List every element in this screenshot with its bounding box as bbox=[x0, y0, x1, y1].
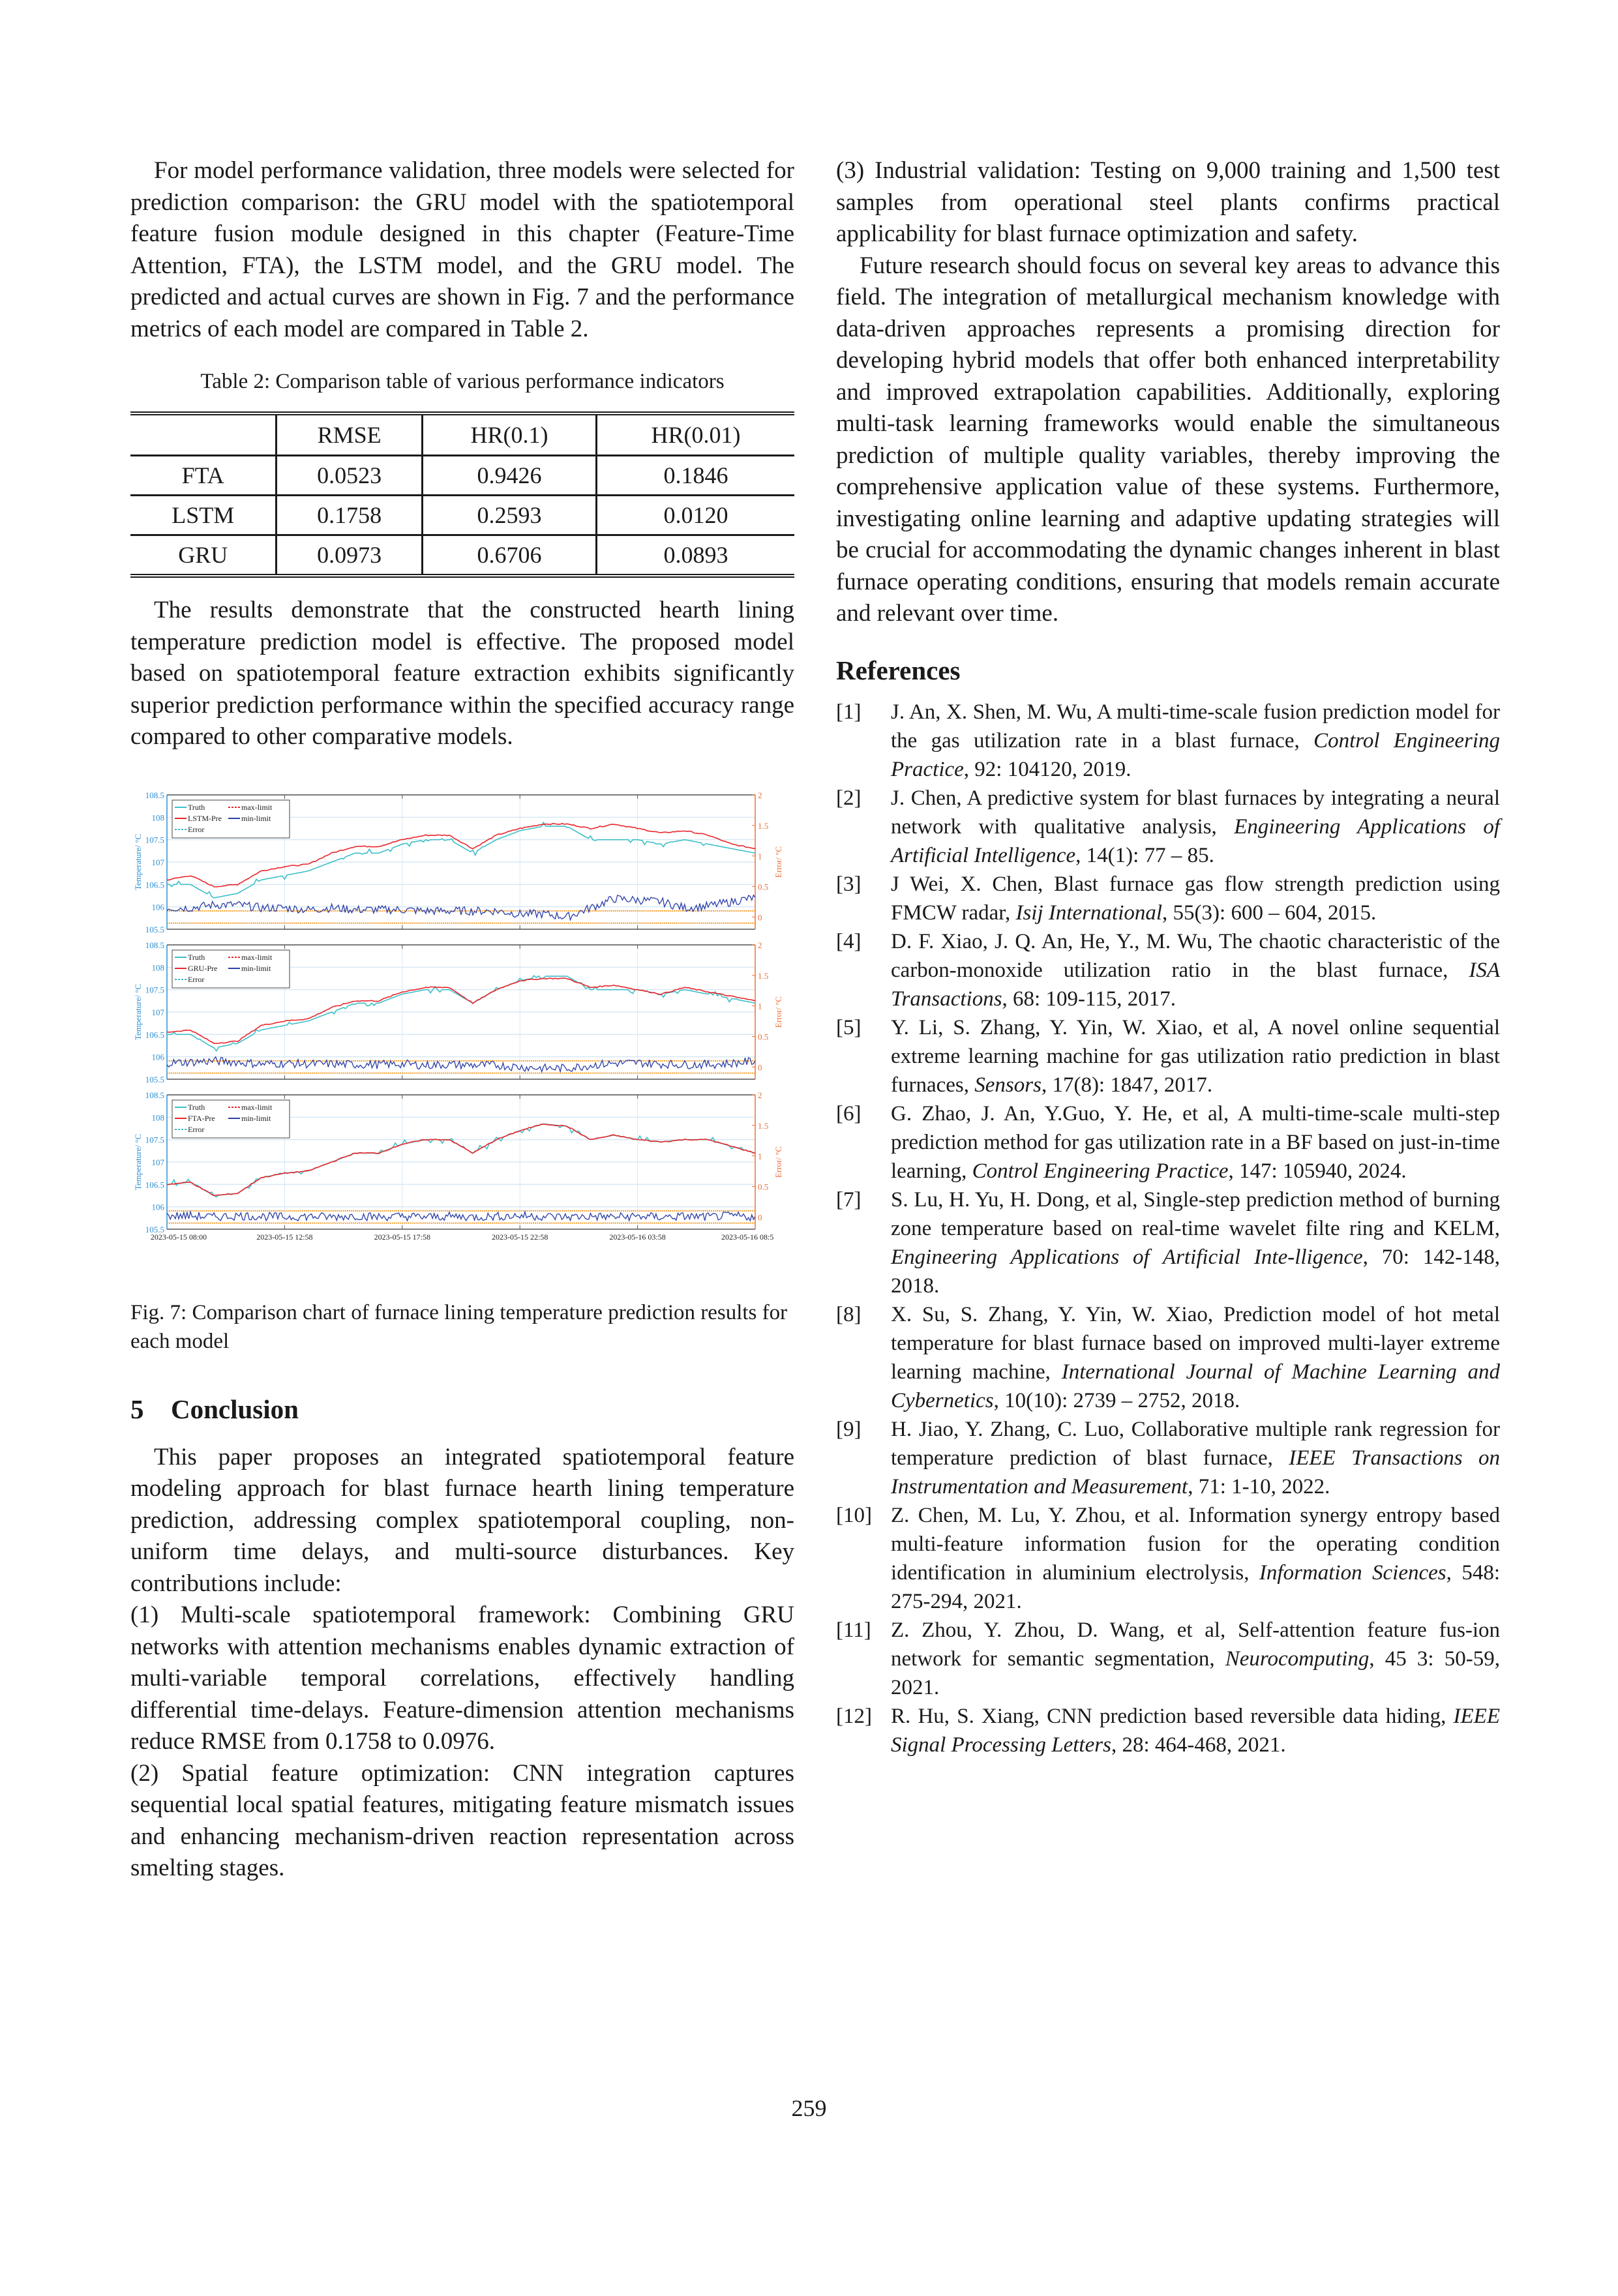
reference-number: [9] bbox=[836, 1417, 861, 1441]
legend-entry: FTA-Pre bbox=[188, 1113, 215, 1123]
y2-tick-label: 2 bbox=[758, 940, 762, 950]
chart-panel-3 bbox=[133, 1090, 783, 1242]
y-tick-label: 106.5 bbox=[145, 879, 164, 889]
y2-tick-label: 1.5 bbox=[758, 1120, 769, 1131]
model-name-cell: FTA bbox=[130, 456, 277, 496]
x-tick-label: 2023-05-15 17:58 bbox=[374, 1232, 430, 1242]
x-tick-label: 2023-05-15 12:58 bbox=[256, 1232, 313, 1242]
y-tick-label: 107 bbox=[151, 1007, 164, 1017]
table-row bbox=[130, 456, 794, 496]
y2-tick-label: 0 bbox=[758, 1212, 762, 1222]
y-tick-label: 108.5 bbox=[145, 1090, 164, 1100]
y2-tick-label: 1.5 bbox=[758, 970, 769, 981]
y-tick-label: 107.5 bbox=[145, 835, 164, 845]
chart-panel-2 bbox=[133, 940, 783, 1084]
reference-journal: Sensors bbox=[974, 1073, 1041, 1097]
reference-journal: Engineering Applications of Artificial Intelligence bbox=[891, 814, 1500, 867]
y2-tick-label: 0.5 bbox=[758, 1031, 769, 1041]
table-row bbox=[130, 496, 794, 535]
references-heading: References bbox=[836, 655, 961, 685]
reference-item: [5] Y. Li, S. Zhang, Y. Yin, W. Xiao, et al, A novel online sequential extreme learning machine for gas utilization ratio prediction in blast furnaces, Sensors, 17(8): 1847, 2017. bbox=[836, 1013, 1500, 1099]
chart-legend bbox=[172, 1100, 290, 1138]
reference-item: [1] J. An, X. Shen, M. Wu, A multi-time-scale fusion prediction model for the gas utilization rate in a blast furnace, Control Engineering Practice, 92: 104120, 2019. bbox=[836, 698, 1500, 784]
y-tick-label: 108.5 bbox=[145, 790, 164, 800]
legend-entry: Truth bbox=[188, 952, 205, 962]
y-tick-label: 105.5 bbox=[145, 1074, 164, 1084]
x-tick-label: 2023-05-16 03:58 bbox=[609, 1232, 666, 1242]
reference-number: [10] bbox=[836, 1503, 872, 1527]
page-number: 259 bbox=[791, 2095, 827, 2121]
contribution-item-1: (1) Multi-scale spatiotemporal framework: Combining GRU networks with attention mechanisms enables dynamic extraction of multi-variable temporal correlations, effectively handling differential time-delays. Feature-dimension attention mechanisms reduce RMSE from 0.1758 to 0.0976. bbox=[130, 1602, 794, 1755]
legend-entry: Error bbox=[188, 974, 205, 984]
reference-item: [9] H. Jiao, Y. Zhang, C. Luo, Collaborative multiple rank regression for temperature prediction of blast furnace, IEEE Transactions on Instrumentation and Measurement, 71: 1-10, 2022. bbox=[836, 1415, 1500, 1501]
reference-journal: Control Engineering Practice bbox=[891, 728, 1500, 781]
table-header-row bbox=[130, 413, 794, 456]
y-axis-label: Temperature/ °C bbox=[133, 983, 143, 1040]
results-paragraph: The results demonstrate that the constructed hearth lining temperature prediction model is effective. The proposed model based on spatiotemporal feature extraction exhibits significantly superior prediction performance within the specified accuracy range compared to other comparative models. bbox=[130, 597, 794, 750]
y-tick-label: 106 bbox=[151, 1202, 164, 1212]
reference-number: [11] bbox=[836, 1618, 871, 1642]
reference-item: [3] J Wei, X. Chen, Blast furnace gas flow strength prediction using FMCW radar, Isij International, 55(3): 600 – 604, 2015. bbox=[836, 870, 1500, 927]
reference-number: [12] bbox=[836, 1704, 872, 1728]
table-header-cell: RMSE bbox=[277, 413, 422, 456]
figure-caption: Fig. 7: Comparison chart of furnace lining temperature prediction results for each model bbox=[130, 1300, 788, 1353]
metric-cell: 0.9426 bbox=[422, 456, 596, 496]
y-tick-label: 105.5 bbox=[145, 924, 164, 934]
legend-entry: max-limit bbox=[241, 1102, 273, 1112]
reference-journal: Isij International bbox=[1015, 901, 1163, 925]
legend-entry: Error bbox=[188, 1124, 205, 1134]
table-header-cell bbox=[130, 413, 277, 456]
figure-7 bbox=[130, 790, 794, 1259]
y2-tick-label: 2 bbox=[758, 790, 762, 800]
performance-table bbox=[130, 411, 794, 578]
reference-item: [10] Z. Chen, M. Lu, Y. Zhou, et al. Information synergy entropy based multi-feature information fusion for the operating condition identification in aluminium electrolysis, Information Sciences, 548: 275-294, 2021. bbox=[836, 1501, 1500, 1616]
legend-entry: min-limit bbox=[241, 1113, 271, 1123]
y2-tick-label: 0 bbox=[758, 912, 762, 922]
reference-journal: IEEE Transactions on Instrumentation and Measurement bbox=[891, 1446, 1500, 1498]
error-line bbox=[167, 1212, 755, 1221]
reference-item: [12] R. Hu, S. Xiang, CNN prediction based reversible data hiding, IEEE Signal Processing Letters, 28: 464-468, 2021. bbox=[836, 1702, 1500, 1759]
table-caption: Table 2: Comparison table of various performance indicators bbox=[200, 370, 725, 393]
reference-number: [2] bbox=[836, 786, 861, 810]
table-header-cell: HR(0.01) bbox=[651, 422, 741, 448]
reference-item: [11] Z. Zhou, Y. Zhou, D. Wang, et al, Self-attention feature fus-ion network for semantic segmentation, Neurocomputing, 45 3: 50-59, 2021. bbox=[836, 1616, 1500, 1702]
section-heading-conclusion bbox=[130, 1394, 794, 1425]
section-number: 5 bbox=[130, 1394, 144, 1424]
y-tick-label: 106 bbox=[151, 902, 164, 912]
y2-axis-label: Error/ °C bbox=[773, 996, 783, 1028]
error-line bbox=[167, 1056, 755, 1071]
legend-entry: Truth bbox=[188, 1102, 205, 1112]
legend-entry: GRU-Pre bbox=[188, 963, 218, 973]
y-tick-label: 107.5 bbox=[145, 985, 164, 995]
reference-journal: Information Sciences bbox=[1259, 1560, 1446, 1585]
y-tick-label: 106.5 bbox=[145, 1179, 164, 1189]
right-column bbox=[836, 155, 1500, 1759]
metric-cell: 0.0523 bbox=[277, 456, 422, 496]
reference-number: [1] bbox=[836, 700, 861, 724]
y-tick-label: 107.5 bbox=[145, 1135, 164, 1145]
y-tick-label: 106.5 bbox=[145, 1029, 164, 1039]
y-tick-label: 106 bbox=[151, 1052, 164, 1062]
metric-cell: 0.2593 bbox=[422, 496, 596, 535]
metric-cell: 0.1758 bbox=[277, 496, 422, 535]
reference-journal: ISA Transactions bbox=[891, 958, 1500, 1011]
y-tick-label: 105.5 bbox=[145, 1224, 164, 1234]
metric-cell: 0.0973 bbox=[277, 535, 422, 576]
y2-tick-label: 1 bbox=[758, 851, 762, 861]
reference-item: [7] S. Lu, H. Yu, H. Dong, et al, Single-step prediction method of burning zone temperature based on real-time wavelet filte ring and KELM, Engineering Applications of Artificial Inte-lligence, 70: 142-148, 2018. bbox=[836, 1185, 1500, 1300]
reference-item: [8] X. Su, S. Zhang, Y. Yin, W. Xiao, Prediction model of hot metal temperature for blast furnace based on improved multi-layer extreme learning machine, International Journal of Machine Learning and Cybernetics, 10(10): 2739 – 2752, 2018. bbox=[836, 1300, 1500, 1415]
y2-axis-label: Error/ °C bbox=[773, 846, 783, 878]
legend-entry: min-limit bbox=[241, 963, 271, 973]
legend-entry: LSTM-Pre bbox=[188, 813, 222, 823]
y-tick-label: 107 bbox=[151, 857, 164, 867]
reference-journal: International Journal of Machine Learning and Cybernetics bbox=[891, 1360, 1500, 1412]
legend-entry: max-limit bbox=[241, 802, 273, 812]
reference-item: [4] D. F. Xiao, J. Q. An, He, Y., M. Wu, The chaotic characteristic of the carbon-monoxide utilization ratio in the blast furnace, ISA Transactions, 68: 109-115, 2017. bbox=[836, 927, 1500, 1013]
intro-paragraph: For model performance validation, three models were selected for prediction comparison: the GRU model with the spatiotemporal feature fusion module designed in this chapter (Feature-Time Attention, FTA), the LSTM model, and the GRU model. The predicted and actual curves are shown in Fig. 7 and the performance metrics of each model are compared in Table 2. bbox=[130, 157, 794, 342]
model-name-cell: LSTM bbox=[130, 496, 277, 535]
reference-journal: Control Engineering Practice bbox=[972, 1159, 1229, 1183]
reference-number: [3] bbox=[836, 872, 861, 896]
x-tick-label: 2023-05-15 08:00 bbox=[150, 1232, 207, 1242]
model-name-cell: GRU bbox=[130, 535, 277, 576]
chart-legend bbox=[172, 950, 290, 988]
conclusion-paragraph: This paper proposes an integrated spatiotemporal feature modeling approach for blast furnace hearth lining temperature prediction, addressing complex spatiotemporal coupling, non-uniform time delays, and multi-source disturbances. Key contributions include: bbox=[130, 1443, 794, 1597]
y-axis-label: Temperature/ °C bbox=[133, 1133, 143, 1190]
reference-item: [2] J. Chen, A predictive system for blast furnaces by integrating a neural network with qualitative analysis, Engineering Applications of Artificial Intelligence, 14(1): 77 – 85. bbox=[836, 784, 1500, 870]
y2-tick-label: 1 bbox=[758, 1001, 762, 1011]
x-tick-label: 2023-05-15 22:58 bbox=[492, 1232, 548, 1242]
metric-cell: 0.0120 bbox=[597, 496, 794, 535]
reference-journal: Neurocomputing bbox=[1225, 1647, 1370, 1671]
reference-number: [7] bbox=[836, 1187, 861, 1212]
y2-tick-label: 2 bbox=[758, 1090, 762, 1100]
y-tick-label: 107 bbox=[151, 1157, 164, 1167]
reference-journal: IEEE Signal Processing Letters bbox=[891, 1704, 1500, 1757]
reference-item: [6] G. Zhao, J. An, Y.Guo, Y. He, et al, A multi-time-scale multi-step prediction method for gas utilization rate in a BF based on just-in-time learning, Control Engineering Practice, 147: 105940, 2024. bbox=[836, 1099, 1500, 1185]
y-axis-label: Temperature/ °C bbox=[133, 833, 143, 890]
section-title: Conclusion bbox=[171, 1394, 299, 1424]
left-column bbox=[130, 155, 794, 1885]
table-row bbox=[130, 535, 794, 576]
contribution-item-3: (3) Industrial validation: Testing on 9,000 training and 1,500 test samples from operational steel plants confirms practical applicability for blast furnace optimization and safety. bbox=[836, 157, 1500, 247]
reference-journal: Engineering Applications of Artificial Inte-lligence bbox=[891, 1245, 1363, 1269]
y2-tick-label: 1 bbox=[758, 1151, 762, 1161]
table-header-cell: HR(0.1) bbox=[422, 413, 596, 456]
legend-entry: Error bbox=[188, 824, 205, 834]
contribution-item-2: (2) Spatial feature optimization: CNN integration captures sequential local spatial features, mitigating feature mismatch issues and enhancing mechanism-driven reaction representation across smelting stages. bbox=[130, 1759, 794, 1881]
reference-number: [5] bbox=[836, 1015, 861, 1039]
legend-entry: min-limit bbox=[241, 813, 271, 823]
x-tick-label: 2023-05-16 08:5 bbox=[721, 1232, 774, 1242]
y2-axis-label: Error/ °C bbox=[773, 1146, 783, 1178]
reference-number: [4] bbox=[836, 929, 861, 953]
y-tick-label: 108 bbox=[151, 962, 164, 972]
legend-entry: max-limit bbox=[241, 952, 273, 962]
y2-tick-label: 1.5 bbox=[758, 820, 769, 831]
y2-tick-label: 0 bbox=[758, 1062, 762, 1072]
y-tick-label: 108 bbox=[151, 812, 164, 822]
metric-cell: 0.6706 bbox=[422, 535, 596, 576]
future-research-paragraph: Future research should focus on several key areas to advance this field. The integration of metallurgical mechanism knowledge with data-driven approaches represents a promising direction for developing hybrid models that offer both enhanced interpretability and improved extrapolation capabilities. Additionally, exploring multi-task learning frameworks would enable the simultaneous prediction of multiple quality variables, thereby improving the comprehensive application value of these systems. Furthermore, investigating online learning and adaptive updating strategies will be crucial for accommodating the dynamic changes inherent in blast furnace operating conditions, ensuring that models remain accurate and relevant over time. bbox=[836, 252, 1500, 627]
reference-number: [6] bbox=[836, 1101, 861, 1126]
legend-entry: Truth bbox=[188, 802, 205, 812]
metric-cell: 0.1846 bbox=[597, 456, 794, 496]
y2-tick-label: 0.5 bbox=[758, 1181, 769, 1191]
y-tick-label: 108.5 bbox=[145, 940, 164, 950]
chart-legend bbox=[172, 800, 290, 838]
reference-number: [8] bbox=[836, 1302, 861, 1326]
chart-panel-1 bbox=[133, 790, 783, 934]
y2-tick-label: 0.5 bbox=[758, 881, 769, 891]
error-line bbox=[167, 895, 755, 919]
prediction-comparison-chart bbox=[130, 790, 794, 1259]
references-list bbox=[836, 698, 1500, 1759]
metric-cell: 0.0893 bbox=[597, 535, 794, 576]
y-tick-label: 108 bbox=[151, 1112, 164, 1122]
